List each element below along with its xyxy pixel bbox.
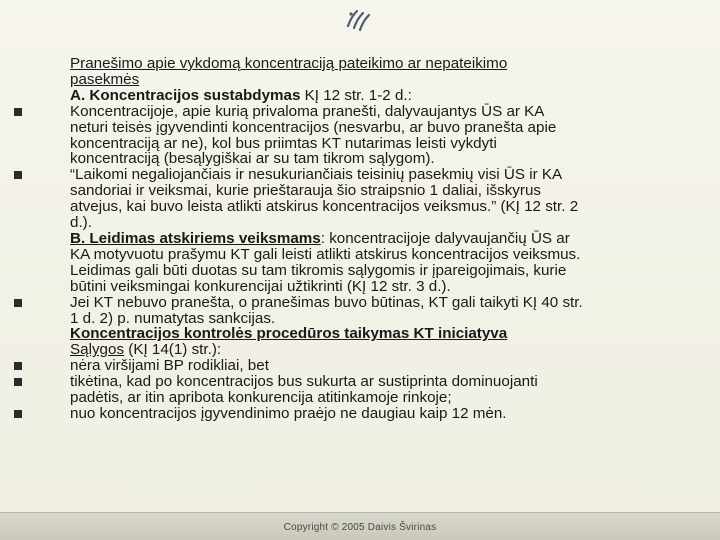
section-b-paragraph (70, 231, 690, 247)
bullet-item-2-cont: atvejus, kai buvo leista atlikti atskirus koncentracijos veiksmus.” (KĮ 12 str. 2 (70, 198, 579, 216)
section-a-heading (70, 88, 690, 104)
section-b-text: : koncentracijoje dalyvaujančių ŪS ar (320, 229, 570, 247)
bullet-item-2: “Laikomi negaliojančiais ir nesukuriančiais teisinių pasekmių visi ŪS ir KA (70, 167, 690, 183)
conditions-label: Sąlygos (70, 341, 125, 359)
section-b-line: būtini veiksmingai konkurencijai užtikrinti (KĮ 12 str. 3 d.). (70, 277, 451, 295)
copyright-text: Copyright © 2005 Daivis Švirinas (283, 522, 437, 533)
section-b-title: B. Leidimas atskiriems veiksmams (70, 229, 321, 247)
procedure-heading: Koncentracijos kontrolės procedūros taikymas KT iniciatyva (70, 325, 508, 343)
bullet-item-5: tikėtina, kad po koncentracijos bus sukurta ar sustiprinta dominuojanti (70, 374, 690, 390)
bullet-item-2-cont: sandoriai ir veiksmai, kurie prieštarauja šio straipsnio 1 daliai, išskyrus (70, 182, 541, 200)
bullet-item-1: Koncentracijoje, apie kurią privaloma pranešti, dalyvaujantys ŪS ar KA (70, 104, 690, 120)
bullet-item-1-cont: koncentraciją ar ne), kol bus priimtas KT nutarimas leisti vykdyti (70, 134, 497, 152)
bullet-item-6: nuo koncentracijos įgyvendinimo praėjo ne daugiau kaip 12 mėn. (70, 406, 690, 422)
section-b-line: KA motyvuotu prašymu KT gali leisti atlikti atskirus koncentracijos veiksmus. (70, 245, 581, 263)
bullet-item-4: nėra viršijami BP rodikliai, bet (70, 358, 690, 374)
bullet-item-5-cont: padėtis, ar itin apribota konkurencija atitinkamoje rinkoje; (70, 389, 452, 407)
bullet-item-1-cont: neturi teisės įgyvendinti koncentracijos (nesvarbu, ar buvo pranešta apie (70, 118, 557, 136)
conditions-reference: (KĮ 14(1) str.): (124, 341, 222, 359)
bullet-item-1-cont: koncentraciją (besąlygiškai ar su tam tikrom sąlygom). (70, 150, 435, 168)
section-a-reference: KĮ 12 str. 1-2 d.: (300, 86, 412, 104)
slide-title-line-2: pasekmės (70, 70, 140, 88)
bullet-item-2-cont: d.). (70, 214, 92, 232)
logo-icon (340, 6, 376, 34)
slide-title-line-1: Pranešimo apie vykdomą koncentraciją pateikimo ar nepateikimo (70, 55, 508, 72)
section-a-title: A. Koncentracijos sustabdymas (70, 86, 301, 104)
bullet-item-3-cont: 1 d. 2) p. numatytas sankcijas. (70, 309, 276, 327)
section-b-line: Leidimas gali būti duotas su tam tikromis sąlygomis ir įpareigojimais, kurie (70, 261, 567, 279)
bullet-item-3: Jei KT nebuvo pranešta, o pranešimas buvo būtinas, KT gali taikyti KĮ 40 str. (70, 295, 690, 311)
slide-content (70, 56, 690, 422)
conditions-line (70, 342, 690, 358)
